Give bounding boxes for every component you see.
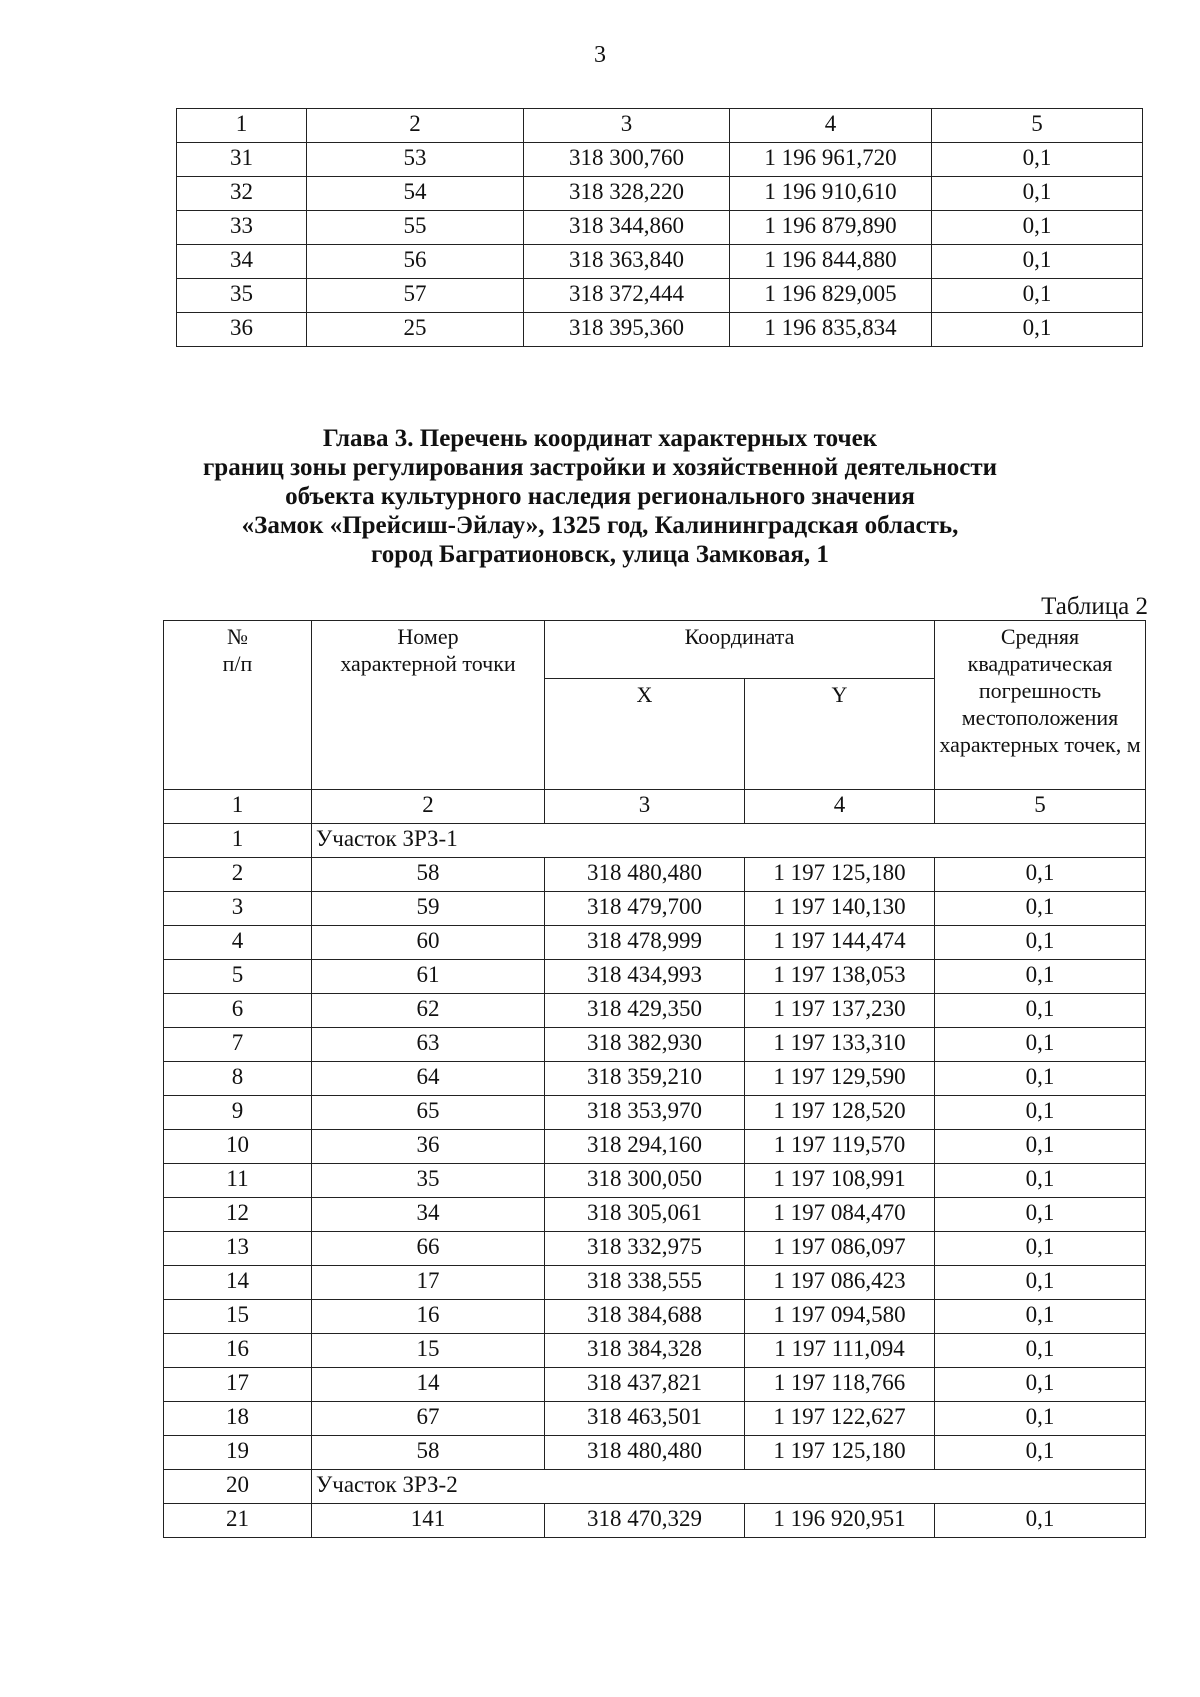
cell-y: 1 197 086,423 xyxy=(745,1266,935,1300)
cell-error: 0,1 xyxy=(935,1028,1146,1062)
column-number-row xyxy=(177,109,1143,143)
table-row xyxy=(164,1096,1146,1130)
cell-y: 1 197 119,570 xyxy=(745,1130,935,1164)
heading-line: «Замок «Прейсиш-Эйлау», 1325 год, Калининградская область, xyxy=(241,512,959,539)
cell-point: 64 xyxy=(312,1062,545,1096)
table-row xyxy=(177,245,1143,279)
cell-point: 36 xyxy=(312,1130,545,1164)
cell-error: 0,1 xyxy=(932,177,1143,211)
cell-y: 1 197 125,180 xyxy=(745,858,935,892)
table-row xyxy=(164,1028,1146,1062)
table-row xyxy=(177,143,1143,177)
cell-error: 0,1 xyxy=(935,1266,1146,1300)
column-number: 4 xyxy=(730,109,932,143)
cell-error: 0,1 xyxy=(935,892,1146,926)
cell-error: 0,1 xyxy=(932,313,1143,347)
section-row xyxy=(164,1470,1146,1504)
cell-x: 318 437,821 xyxy=(545,1368,745,1402)
cell-y: 1 196 879,890 xyxy=(730,211,932,245)
header-y: Y xyxy=(745,679,935,790)
column-number: 4 xyxy=(745,790,935,824)
table-row xyxy=(177,313,1143,347)
column-number: 3 xyxy=(524,109,730,143)
cell-error: 0,1 xyxy=(935,1198,1146,1232)
header-coordinate: Координата xyxy=(545,621,935,679)
header-x: X xyxy=(545,679,745,790)
cell-x: 318 395,360 xyxy=(524,313,730,347)
cell-num: 7 xyxy=(164,1028,312,1062)
cell-point: 35 xyxy=(312,1164,545,1198)
cell-num: 17 xyxy=(164,1368,312,1402)
cell-x: 318 363,840 xyxy=(524,245,730,279)
cell-x: 318 478,999 xyxy=(545,926,745,960)
cell-point: 67 xyxy=(312,1402,545,1436)
cell-num: 16 xyxy=(164,1334,312,1368)
cell-num: 10 xyxy=(164,1130,312,1164)
cell-y: 1 196 920,951 xyxy=(745,1504,935,1538)
cell-y: 1 197 118,766 xyxy=(745,1368,935,1402)
cell-num: 21 xyxy=(164,1504,312,1538)
cell-x: 318 470,329 xyxy=(545,1504,745,1538)
cell-x: 318 300,050 xyxy=(545,1164,745,1198)
cell-num: 33 xyxy=(177,211,307,245)
cell-error: 0,1 xyxy=(932,245,1143,279)
cell-x: 318 353,970 xyxy=(545,1096,745,1130)
table-row xyxy=(164,1130,1146,1164)
cell-num: 2 xyxy=(164,858,312,892)
cell-y: 1 197 137,230 xyxy=(745,994,935,1028)
header-num: № п/п xyxy=(164,621,312,790)
table-row xyxy=(164,1436,1146,1470)
table-caption: Таблица 2 xyxy=(1041,593,1148,620)
cell-error: 0,1 xyxy=(935,1402,1146,1436)
cell-y: 1 197 128,520 xyxy=(745,1096,935,1130)
table-row xyxy=(164,1198,1146,1232)
cell-x: 318 338,555 xyxy=(545,1266,745,1300)
cell-point: 15 xyxy=(312,1334,545,1368)
cell-num: 3 xyxy=(164,892,312,926)
cell-point: 66 xyxy=(312,1232,545,1266)
cell-x: 318 294,160 xyxy=(545,1130,745,1164)
table-row xyxy=(177,279,1143,313)
cell-x: 318 434,993 xyxy=(545,960,745,994)
cell-num: 19 xyxy=(164,1436,312,1470)
coordinates-table-continued xyxy=(176,108,1143,347)
cell-y: 1 197 138,053 xyxy=(745,960,935,994)
cell-y: 1 197 108,991 xyxy=(745,1164,935,1198)
cell-x: 318 480,480 xyxy=(545,1436,745,1470)
cell-point: 55 xyxy=(307,211,524,245)
cell-x: 318 328,220 xyxy=(524,177,730,211)
cell-x: 318 359,210 xyxy=(545,1062,745,1096)
cell-x: 318 344,860 xyxy=(524,211,730,245)
table-row xyxy=(164,1300,1146,1334)
cell-y: 1 197 111,094 xyxy=(745,1334,935,1368)
cell-error: 0,1 xyxy=(935,926,1146,960)
section-row xyxy=(164,824,1146,858)
cell-y: 1 196 844,880 xyxy=(730,245,932,279)
cell-y: 1 196 961,720 xyxy=(730,143,932,177)
cell-point: 58 xyxy=(312,858,545,892)
header-error: Средняя квадратическая погрешность местоположения характерных точек, м xyxy=(935,621,1146,790)
column-number: 2 xyxy=(307,109,524,143)
cell-num: 12 xyxy=(164,1198,312,1232)
table-row xyxy=(164,1334,1146,1368)
column-number: 3 xyxy=(545,790,745,824)
cell-error: 0,1 xyxy=(935,1096,1146,1130)
cell-error: 0,1 xyxy=(935,1062,1146,1096)
header-row xyxy=(164,621,1146,679)
cell-point: 58 xyxy=(312,1436,545,1470)
chapter-heading xyxy=(100,424,1100,569)
cell-num: 4 xyxy=(164,926,312,960)
cell-x: 318 429,350 xyxy=(545,994,745,1028)
cell-error: 0,1 xyxy=(935,960,1146,994)
cell-num: 31 xyxy=(177,143,307,177)
cell-error: 0,1 xyxy=(935,1300,1146,1334)
cell-y: 1 197 133,310 xyxy=(745,1028,935,1062)
cell-point: 54 xyxy=(307,177,524,211)
page-number: 3 xyxy=(594,42,606,68)
column-number: 2 xyxy=(312,790,545,824)
cell-y: 1 196 835,834 xyxy=(730,313,932,347)
cell-error: 0,1 xyxy=(935,994,1146,1028)
column-number-row xyxy=(164,790,1146,824)
cell-error: 0,1 xyxy=(935,1164,1146,1198)
cell-x: 318 300,760 xyxy=(524,143,730,177)
cell-point: 17 xyxy=(312,1266,545,1300)
cell-x: 318 332,975 xyxy=(545,1232,745,1266)
header-point: Номер характерной точки xyxy=(312,621,545,790)
cell-y: 1 197 125,180 xyxy=(745,1436,935,1470)
cell-error: 0,1 xyxy=(932,143,1143,177)
cell-x: 318 382,930 xyxy=(545,1028,745,1062)
cell-y: 1 196 829,005 xyxy=(730,279,932,313)
cell-y: 1 197 094,580 xyxy=(745,1300,935,1334)
table-row xyxy=(177,177,1143,211)
cell-point: 34 xyxy=(312,1198,545,1232)
cell-num: 35 xyxy=(177,279,307,313)
cell-num: 8 xyxy=(164,1062,312,1096)
cell-error: 0,1 xyxy=(935,858,1146,892)
table-row xyxy=(164,960,1146,994)
cell-point: 57 xyxy=(307,279,524,313)
table-row xyxy=(177,211,1143,245)
heading-line: объекта культурного наследия регионального значения xyxy=(285,483,915,510)
heading-line: границ зоны регулирования застройки и хозяйственной деятельности xyxy=(202,454,998,481)
column-number: 1 xyxy=(164,790,312,824)
cell-x: 318 372,444 xyxy=(524,279,730,313)
cell-y: 1 197 084,470 xyxy=(745,1198,935,1232)
cell-num: 1 xyxy=(164,824,312,858)
cell-num: 20 xyxy=(164,1470,312,1504)
column-number: 5 xyxy=(935,790,1146,824)
cell-num: 36 xyxy=(177,313,307,347)
cell-point: 16 xyxy=(312,1300,545,1334)
cell-y: 1 197 144,474 xyxy=(745,926,935,960)
table-row xyxy=(164,1232,1146,1266)
section-label: Участок ЗРЗ-2 xyxy=(312,1470,1146,1504)
cell-num: 15 xyxy=(164,1300,312,1334)
cell-error: 0,1 xyxy=(935,1436,1146,1470)
cell-x: 318 305,061 xyxy=(545,1198,745,1232)
cell-x: 318 463,501 xyxy=(545,1402,745,1436)
table-row xyxy=(164,926,1146,960)
cell-x: 318 479,700 xyxy=(545,892,745,926)
table-row xyxy=(164,1062,1146,1096)
cell-error: 0,1 xyxy=(935,1130,1146,1164)
cell-num: 5 xyxy=(164,960,312,994)
section-label: Участок ЗРЗ-1 xyxy=(312,824,1146,858)
cell-num: 9 xyxy=(164,1096,312,1130)
table-row xyxy=(164,1266,1146,1300)
cell-num: 32 xyxy=(177,177,307,211)
cell-y: 1 197 129,590 xyxy=(745,1062,935,1096)
cell-error: 0,1 xyxy=(935,1232,1146,1266)
cell-point: 62 xyxy=(312,994,545,1028)
cell-num: 34 xyxy=(177,245,307,279)
cell-point: 59 xyxy=(312,892,545,926)
coordinates-table xyxy=(163,620,1146,1538)
cell-num: 14 xyxy=(164,1266,312,1300)
table-row xyxy=(164,1504,1146,1538)
cell-num: 6 xyxy=(164,994,312,1028)
cell-x: 318 480,480 xyxy=(545,858,745,892)
cell-num: 11 xyxy=(164,1164,312,1198)
cell-point: 14 xyxy=(312,1368,545,1402)
column-number: 5 xyxy=(932,109,1143,143)
table-row xyxy=(164,994,1146,1028)
cell-error: 0,1 xyxy=(935,1334,1146,1368)
column-number: 1 xyxy=(177,109,307,143)
cell-y: 1 196 910,610 xyxy=(730,177,932,211)
cell-point: 61 xyxy=(312,960,545,994)
heading-line: Глава 3. Перечень координат характерных точек xyxy=(322,425,878,452)
cell-point: 65 xyxy=(312,1096,545,1130)
cell-error: 0,1 xyxy=(932,211,1143,245)
cell-y: 1 197 086,097 xyxy=(745,1232,935,1266)
cell-y: 1 197 140,130 xyxy=(745,892,935,926)
table-row xyxy=(164,1164,1146,1198)
cell-point: 63 xyxy=(312,1028,545,1062)
cell-error: 0,1 xyxy=(932,279,1143,313)
cell-num: 13 xyxy=(164,1232,312,1266)
cell-point: 141 xyxy=(312,1504,545,1538)
table-row xyxy=(164,858,1146,892)
cell-point: 60 xyxy=(312,926,545,960)
cell-x: 318 384,328 xyxy=(545,1334,745,1368)
cell-point: 56 xyxy=(307,245,524,279)
cell-point: 25 xyxy=(307,313,524,347)
table-row xyxy=(164,892,1146,926)
heading-line: город Багратионовск, улица Замковая, 1 xyxy=(371,541,829,568)
cell-error: 0,1 xyxy=(935,1504,1146,1538)
table-row xyxy=(164,1402,1146,1436)
cell-x: 318 384,688 xyxy=(545,1300,745,1334)
cell-error: 0,1 xyxy=(935,1368,1146,1402)
cell-point: 53 xyxy=(307,143,524,177)
cell-num: 18 xyxy=(164,1402,312,1436)
table-row xyxy=(164,1368,1146,1402)
cell-y: 1 197 122,627 xyxy=(745,1402,935,1436)
